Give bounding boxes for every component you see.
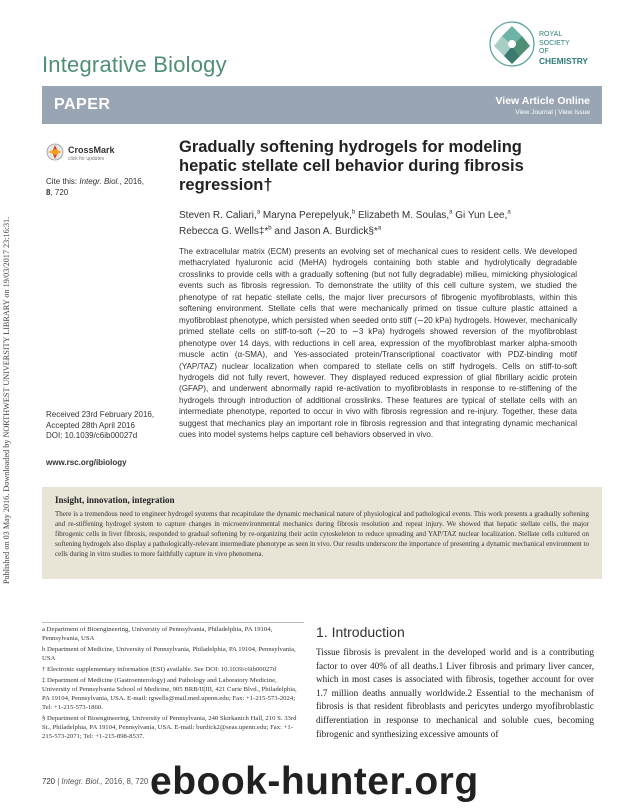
insight-box [42, 487, 602, 579]
accepted-date: Accepted 28th April 2016 [46, 420, 135, 430]
cite-volume: 8 [46, 188, 51, 197]
author-name: Elizabeth M. Soulas, [355, 210, 450, 222]
citation [46, 176, 156, 198]
footnote: b Department of Medicine, University of Pennsylvania, Philadelphia, PA 19104, Pennsylvania, USA [42, 645, 296, 663]
page-footer [42, 777, 148, 786]
author-name: Gi Yun Lee, [452, 210, 508, 222]
author[interactable] [260, 210, 355, 221]
publisher-line-2: OF [539, 48, 549, 56]
doi[interactable]: DOI: 10.1039/c6ib00027d [46, 431, 138, 440]
author[interactable] [272, 226, 382, 237]
page-number: 720 [42, 777, 56, 786]
cite-prefix: Cite this: [46, 177, 80, 186]
author[interactable] [179, 226, 272, 237]
author-affiliation: a [449, 210, 453, 216]
insight-body: There is a tremendous need to engineer hydrogel systems that recapitulate the dynamic mechanical nature of physiological and pathological events. This work presents a gradually softening and re-stiffening hydrogel system to capture changes in microenvironmental mechanics during fibrosis resolution and repeat injury. We showed that hepatic stellate cells, the major fibrogenic cells in liver fibrosis, responded to gradual softening by re-organizing their actin cytoskeleton to reduce spreading and YAP/TAZ nuclear localization. Stellate cells cultured on softening hydrogels also display a pathologically-relevant intermediate phenotype as seen in vivo. Our results underscore the importance of presenting a dynamic mechanical environment to cells during in vitro studies to more faithfully capture in vivo phenomena. [55, 510, 589, 559]
footnote: † Electronic supplementary information (ESI) available. See DOI: 10.1039/c6ib00027d [42, 665, 277, 673]
introduction-text: Tissue fibrosis is prevalent in the developed world and is a contributing factor to over 40% of all deaths.1 Liver fibrosis and primary liver cancer, which in most cases is associated with fibrosis, together account for over 1.7 million deaths annually worldwide.2 Essential to the mechanism of fibrosis is that resident fibroblasts and pericytes undergo myofibroblastic differentiation in response to mechanical and soluble cues, becoming fibrogenic and synthesizing excessive amounts of [316, 647, 594, 739]
received-date: Received 23rd February 2016, [46, 410, 155, 419]
journal-title[interactable]: Integrative Biology [42, 52, 227, 77]
cite-year: , 2016, [119, 177, 144, 186]
banner-links [495, 95, 590, 116]
author[interactable] [453, 210, 511, 221]
footer-citation: 2016, 8, 720 [102, 777, 149, 786]
author-affiliation: a [377, 225, 382, 232]
author-name: Steven R. Caliari, [179, 210, 257, 222]
abstract: The extracellular matrix (ECM) presents an evolving set of mechanical cues to resident cells. We developed methacrylated hyaluronic acid (MeHA) hydrogels containing both stable and hydrolytically degradable crosslinks to provide cells with a gradually softening (but not fully degradable) milieu, mimicking physiological events such as fibrosis regression. To demonstrate the utility of this cell culture system, we studied the phenotype of rat hepatic stellate cells, the major liver precursors of fibrogenic myofibroblasts, within this softening environment. Stellate cells that were mechanically primed on tissue culture plastic attained a myofibroblast phenotype, which persisted when seeded onto stiff (∼20 kPa) hydrogels. However, mechanically primed stellate cells on stiff-to-soft (∼20 to ∼3 kPa) hydrogels showed reversion of the myofibroblast phenotype over 14 days, with reductions in cell area, expression of the myofibroblast marker alpha-smooth muscle actin (α-SMA), and Yes-associated protein/Transcriptional coactivator with PDZ-binding motif (YAP/TAZ) nuclear localization when compared to stellate cells on stiff hydrogels. Cells on stiff-to-soft hydrogels did not fully revert, however. They displayed reduced expression of glial fibrillary acidic protein (GFAP), and underwent abnormally rapid re-activation to myofibroblasts in response to re-stiffening of the hydrogels through introduction of additional crosslinks. These features are typical of stellate cells with an intermediate phenotype, reported to occur in vivo with fibrosis regression and re-injury. Together, these data suggest that mechanics play an important role in fibrosis regression and that integrating dynamic mechanical cues into model systems helps capture cell behaviors observed in vivo. [179, 247, 577, 440]
crossmark-icon [46, 143, 64, 161]
author-affiliation: b [268, 225, 272, 232]
article-type: PAPER [54, 96, 111, 113]
cite-page: , 720 [50, 188, 69, 197]
author[interactable] [179, 210, 260, 221]
author-affiliation: a [507, 210, 511, 216]
publisher-name [539, 31, 593, 65]
view-article-online-link[interactable]: View Article Online [495, 95, 590, 107]
publisher-line-3: CHEMISTRY [539, 55, 589, 66]
footnote: § Department of Bioengineering, University of Pennsylvania, 240 Skirkanich Hall, 210 S. 33rd St., Philadelphia, PA 19104, Pennsylvania, USA. E-mail: burdick2@seas.upenn.edu; Fax: +1-215-573-2071; Tel: +1-215-898-8537. [42, 714, 297, 741]
author-affiliation: b [351, 210, 356, 216]
crossmark-sub: click for updates [68, 156, 105, 162]
crossmark-badge[interactable] [46, 143, 116, 165]
footnotes [42, 622, 304, 743]
crossmark-label: CrossMark [68, 145, 115, 155]
author-list [179, 207, 569, 239]
author[interactable] [355, 210, 452, 221]
article-banner [42, 86, 602, 124]
footnote: a Department of Bioengineering, University of Pennsylvania, Philadelphia, PA 19104, Pennsylvania, USA [42, 626, 273, 643]
author-name: Maryna Perepelyuk, [260, 210, 352, 222]
author-name: and Jason A. Burdick§* [271, 226, 378, 238]
footer-separator: | [57, 777, 60, 786]
footer-journal: Integr. Biol., [61, 777, 103, 786]
journal-weblink[interactable]: www.rsc.org/ibiology [46, 458, 127, 467]
view-journal-issue-links[interactable]: View Journal | View Issue [515, 109, 590, 116]
author-affiliation: a [256, 210, 261, 216]
article-title: Gradually softening hydrogels for modeling hepatic stellate cell behavior during fibrosis regression† [179, 138, 524, 194]
watermark: ebook-hunter.org [150, 760, 479, 803]
section-heading-introduction: 1. Introduction [316, 624, 405, 640]
author-name: Rebecca G. Wells‡* [179, 226, 269, 238]
download-note: Published on 03 May 2016. Downloaded by NORTHWEST UNIVERSITY LIBRARY on 19/03/2017 23:16:31. [2, 216, 11, 584]
footnote: ‡ Department of Medicine (Gastroenterology) and Pathology and Laboratory Medicine, University of Pennsylvania School of Medicine, 905 BRB/II|III, 421 Curie Blvd., Philadelphia, PA 19104, Pennsylvania, USA. E-mail: rgwells@mail.med.upenn.edu; Fax: +1-215-573-2024; Tel: +1-215-573-1860. [42, 676, 297, 712]
insight-title: Insight, innovation, integration [55, 495, 175, 505]
cite-journal: Integr. Biol. [79, 177, 120, 186]
article-dates [46, 410, 166, 442]
publisher-logo[interactable] [488, 20, 593, 70]
publisher-line-1: ROYAL SOCIETY [539, 31, 570, 47]
rsc-logo-icon [488, 20, 536, 68]
